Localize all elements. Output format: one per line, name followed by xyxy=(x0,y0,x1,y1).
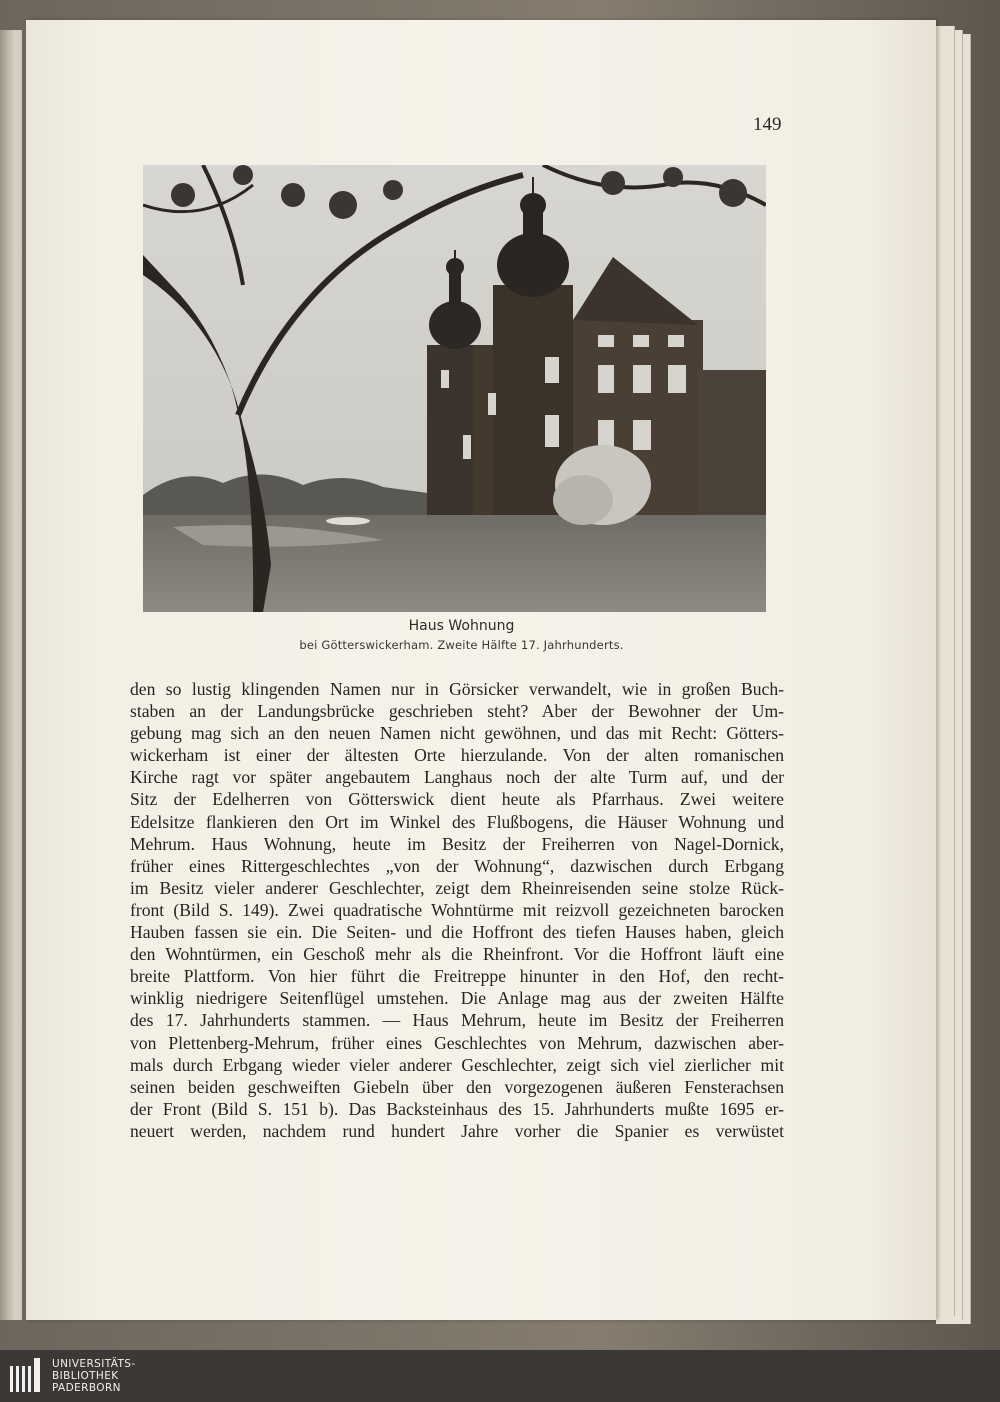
text-line: neuert werden, nachdem rund hundert Jahre vorher die Spanier es verwüstet xyxy=(130,1120,784,1141)
text-line: des 17. Jahrhunderts stammen. — Haus Mehrum, heute im Besitz der Freiherren xyxy=(130,1010,784,1031)
text-line: der Front (Bild S. 151 b). Das Backsteinhaus des 15. Jahrhunderts mußte 1695 er- xyxy=(130,1098,784,1119)
library-name-line: PADERBORN xyxy=(52,1382,121,1394)
body-text xyxy=(130,678,784,1142)
figure-caption-title: Haus Wohnung xyxy=(408,618,515,634)
text-line: Edelsitze flankieren den Ort im Winkel des Flußbogens, die Häuser Wohnung und xyxy=(130,811,784,832)
text-line: wickerham ist einer der ältesten Orte hierzulande. Von der alten romanischen xyxy=(130,745,784,766)
library-logo-text xyxy=(52,1358,136,1394)
text-line: staben an der Landungsbrücke geschrieben steht? Aber der Bewohner der Um- xyxy=(130,701,784,722)
text-line: winklig niedrigere Seitenflügel umstehen. Die Anlage mag aus der zweiten Hälfte xyxy=(130,988,784,1009)
library-footer xyxy=(0,1350,1000,1402)
page-number: 149 xyxy=(753,114,782,135)
library-name-line: BIBLIOTHEK xyxy=(52,1370,119,1382)
text-line: von Plettenberg-Mehrum, früher eines Geschlechtes von Mehrum, dazwischen aber- xyxy=(130,1032,784,1053)
text-line: Mehrum. Haus Wohnung, heute im Besitz der Freiherren von Nagel-Dornick, xyxy=(130,833,784,854)
library-name-line: UNIVERSITÄTS- xyxy=(52,1358,136,1370)
text-line: seinen beiden geschweiften Giebeln über den vorgezogenen äußeren Fensterachsen xyxy=(130,1076,784,1097)
text-line: früher eines Rittergeschlechtes „von der Wohnung“, dazwischen durch Erbgang xyxy=(130,855,784,876)
photograph-icon xyxy=(143,165,766,612)
text-line: im Besitz vieler anderer Geschlechter, zeigt dem Rheinreisenden seine stolze Rück- xyxy=(130,877,784,898)
text-line: front (Bild S. 149). Zwei quadratische Wohntürme mit reizvoll gezeichneten barocken xyxy=(130,899,784,920)
left-page-edge xyxy=(0,30,22,1320)
text-line: Sitz der Edelherren von Götterswick dient heute als Pfarrhaus. Zwei weitere xyxy=(130,789,784,810)
text-line: breite Plattform. Von hier führt die Freitreppe hinunter in den Hof, den recht- xyxy=(130,966,784,987)
text-line: mals durch Erbgang wieder vieler anderer Geschlechter, zeigt sich viel zierlicher mit xyxy=(130,1054,784,1075)
figure-caption-subtitle: bei Götterswickerham. Zweite Hälfte 17. Jahrhunderts. xyxy=(299,638,624,652)
text-line: Hauben fassen sie ein. Die Seiten- und die Hoffront des tiefen Hauses haben, gleich xyxy=(130,922,784,943)
text-line: gebung mag sich an den neuen Namen nicht gewöhnen, und das mit Recht: Götters- xyxy=(130,723,784,744)
library-logo-icon xyxy=(10,1358,44,1394)
text-line: den Wohntürmen, ein Geschoß mehr als die Rheinfront. Vor die Hoffront läuft eine xyxy=(130,944,784,965)
text-line: den so lustig klingenden Namen nur in Görsicker verwandelt, wie in großen Buch- xyxy=(130,679,784,699)
text-line: Kirche ragt vor später angebautem Langhaus noch der alte Turm auf, und der xyxy=(130,767,784,788)
castle-photograph xyxy=(143,165,766,612)
